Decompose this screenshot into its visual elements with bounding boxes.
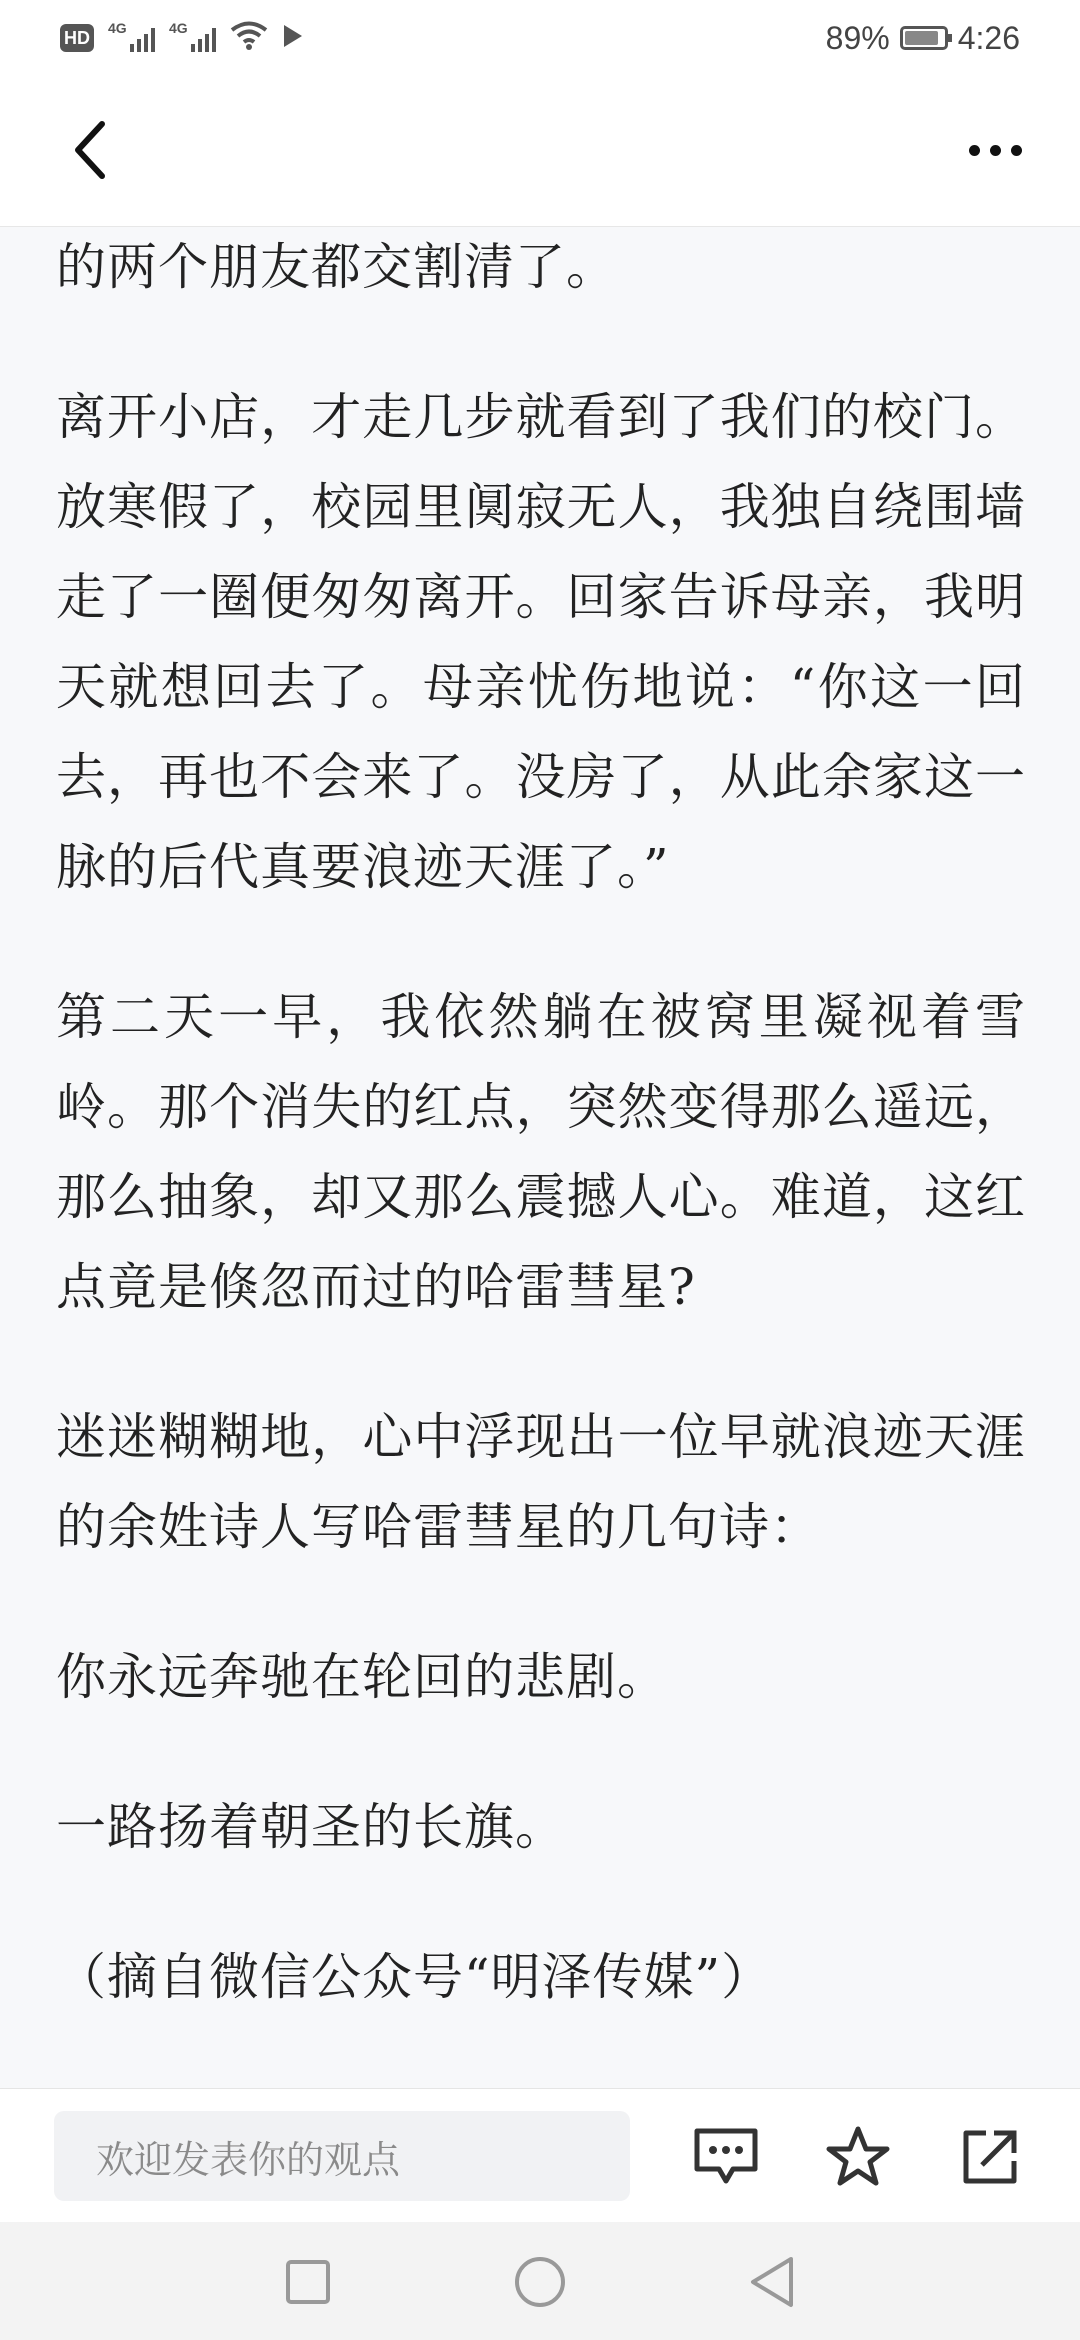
source-credit: （摘自微信公众号“明泽传媒”）: [56, 1948, 773, 2006]
home-button[interactable]: [510, 2252, 570, 2312]
paragraph: 你永远奔驰在轮回的悲剧。: [56, 1648, 668, 1706]
battery-percent: 89%: [825, 19, 890, 56]
home-circle-icon: [513, 2255, 567, 2309]
paragraph: 一路扬着朝圣的长旗。: [56, 1798, 566, 1856]
recents-square-icon: [284, 2258, 332, 2306]
paragraph: 迷迷糊糊地，心中浮现出一位早就浪迹天涯的余姓诗人写哈雷彗星的几句诗：: [56, 1408, 1026, 1556]
star-icon: [825, 2125, 891, 2189]
play-icon: [282, 23, 304, 54]
status-left: [60, 18, 304, 58]
wifi-icon: [230, 21, 268, 56]
back-triangle-icon: [747, 2255, 797, 2309]
signal-label: 4G: [108, 20, 127, 36]
signal-icon-2: [169, 20, 216, 52]
status-right: [826, 18, 1020, 58]
share-button[interactable]: [950, 2117, 1030, 2197]
status-bar: [0, 0, 1080, 80]
comment-icon: [693, 2127, 759, 2187]
clock: 4:26: [957, 19, 1020, 56]
favorite-button[interactable]: [818, 2117, 898, 2197]
paragraph: 的两个朋友都交割清了。: [56, 238, 617, 296]
recents-button[interactable]: [278, 2252, 338, 2312]
hd-icon: HD: [60, 24, 94, 52]
back-button[interactable]: [50, 110, 130, 190]
more-dots-icon: [969, 145, 980, 156]
header: [0, 80, 1080, 227]
back-chevron-icon: [70, 120, 110, 180]
comment-button[interactable]: [686, 2117, 766, 2197]
nav-back-button[interactable]: [742, 2252, 802, 2312]
signal-icon: [108, 20, 155, 52]
comment-input[interactable]: 欢迎发表你的观点: [54, 2111, 630, 2201]
article-content: [56, 222, 1026, 2082]
paragraph: 离开小店，才走几步就看到了我们的校门。放寒假了，校园里阒寂无人，我独自绕围墙走了一圈便匆匆离开。回家告诉母亲，我明天就想回去了。母亲忧伤地说：“你这一回去，再也不会来了。没房了，从此余家这一脉的后代真要浪迹天涯了。”: [56, 388, 1026, 896]
share-icon: [960, 2127, 1020, 2187]
battery-icon: [900, 26, 948, 50]
signal-label-2: 4G: [169, 20, 188, 36]
bottom-action-bar: [0, 2088, 1080, 2223]
system-nav-bar: [0, 2222, 1080, 2340]
paragraph: 第二天一早，我依然躺在被窝里凝视着雪岭。那个消失的红点，突然变得那么遥远，那么抽象，却又那么震撼人心。难道，这红点竟是倏忽而过的哈雷彗星?: [56, 988, 1026, 1316]
more-button[interactable]: [950, 110, 1040, 190]
